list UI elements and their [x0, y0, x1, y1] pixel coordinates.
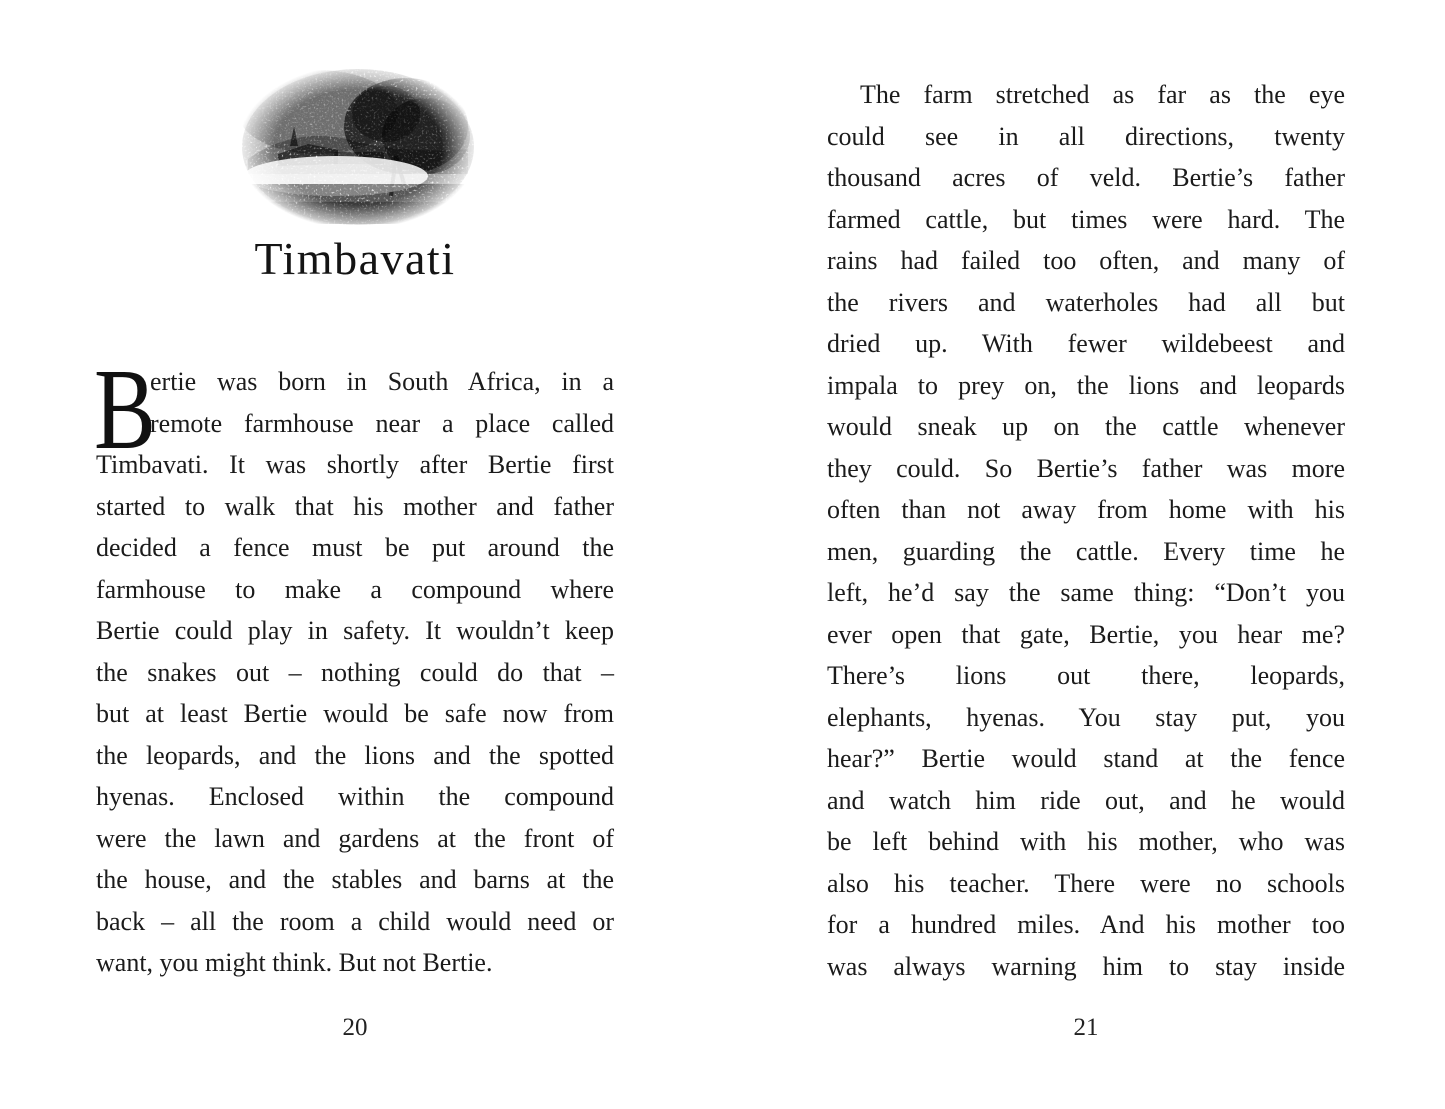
right-page: [827, 0, 1345, 1109]
text-line: dried up. With fewer wildebeest and: [827, 329, 1345, 358]
right-paragraph: [827, 74, 1345, 987]
page-number-left: 20: [342, 1014, 368, 1041]
text-line: they could. So Bertie’s father was more: [827, 453, 1345, 483]
text-line: were the lawn and gardens at the front of: [96, 823, 614, 853]
farmhouse-and-tree-vignette-icon: [238, 64, 478, 230]
text-line: There’s lions out there, leopards,: [827, 661, 1345, 690]
text-line: was always warning him to stay inside: [827, 951, 1345, 981]
text-line: hyenas. Enclosed within the compound: [96, 782, 614, 811]
text-line: decided a fence must be put around the: [96, 533, 614, 562]
text-line: left, he’d say the same thing: “Don’t you: [827, 578, 1345, 607]
text-line: for a hundred miles. And his mother too: [827, 910, 1345, 939]
text-line: impala to prey on, the lions and leopards: [827, 370, 1345, 400]
text-line: the house, and the stables and barns at the: [96, 865, 614, 894]
text-line: the snakes out – nothing could do that –: [96, 657, 614, 687]
chapter-title: Timbavati: [254, 233, 456, 284]
text-line: the leopards, and the lions and the spotted: [96, 740, 614, 770]
chapter-illustration: [238, 64, 478, 230]
text-line: farmed cattle, but times were hard. The: [827, 204, 1345, 234]
text-line: also his teacher. There were no schools: [827, 868, 1345, 898]
text-line: rains had failed too often, and many of: [827, 246, 1345, 275]
text-line: farmhouse to make a compound where: [96, 574, 614, 604]
text-line: could see in all directions, twenty: [827, 121, 1345, 151]
text-line: back – all the room a child would need or: [96, 906, 614, 936]
text-line: the rivers and waterholes had all but: [827, 287, 1345, 317]
left-page: [96, 0, 614, 1109]
text-line: men, guarding the cattle. Every time he: [827, 536, 1345, 566]
page-number-right: 21: [1073, 1014, 1099, 1041]
text-line: would sneak up on the cattle whenever: [827, 412, 1345, 441]
text-line: elephants, hyenas. You stay put, you: [827, 702, 1345, 732]
text-line: started to walk that his mother and father: [96, 491, 614, 521]
text-line: hear?” Bertie would stand at the fence: [827, 744, 1345, 773]
text-line: be left behind with his mother, who was: [827, 827, 1345, 856]
text-line: ertie was born in South Africa, in a: [150, 367, 614, 396]
drop-cap: B: [94, 346, 156, 474]
text-line: often than not away from home with his: [827, 495, 1345, 524]
left-paragraph: [94, 346, 614, 984]
text-line: The farm stretched as far as the eye: [860, 80, 1345, 109]
text-line: Bertie could play in safety. It wouldn’t keep: [96, 616, 614, 645]
text-line: want, you might think. But not Bertie.: [96, 948, 493, 977]
text-line: and watch him ride out, and he would: [827, 785, 1345, 815]
text-line: but at least Bertie would be safe now from: [96, 699, 614, 728]
text-line: ever open that gate, Bertie, you hear me?: [827, 619, 1345, 649]
text-line: remote farmhouse near a place called: [150, 408, 614, 438]
text-line: Timbavati. It was shortly after Bertie first: [96, 450, 614, 479]
text-line: thousand acres of veld. Bertie’s father: [827, 163, 1345, 192]
